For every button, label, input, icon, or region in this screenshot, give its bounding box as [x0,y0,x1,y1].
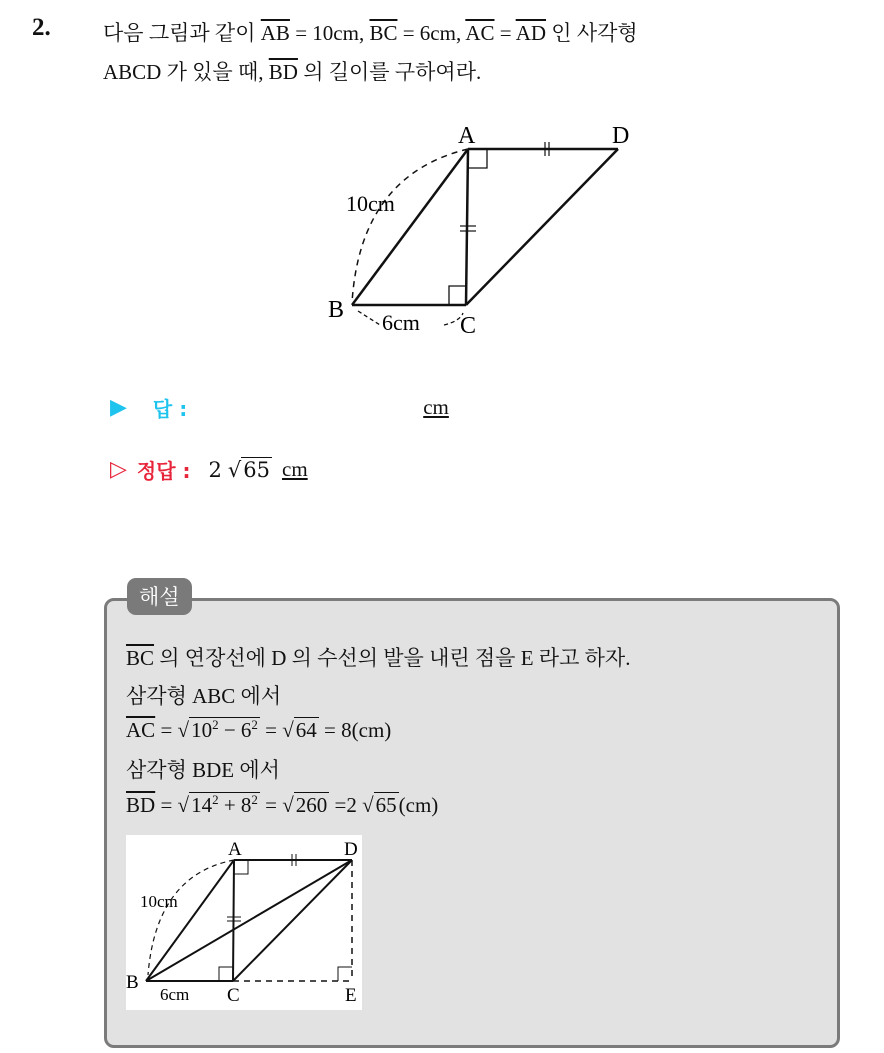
figure-1-diagram [320,115,650,345]
edge-bd-2 [146,860,352,981]
correct-coef: 2 [208,457,222,482]
correct-arrow-icon: ▷ [110,457,127,482]
label-c-2: C [227,985,240,1006]
question-line-1: 다음 그림과 같이 $\overline{AB} = 10cm$, $\overline{BC} = 6cm$, $\overline{AC} = \overline{AD}$ 인 사각형 [103,21,638,45]
correct-answer-row [110,455,308,484]
right-angle-c-2 [219,967,233,981]
solution-line-1: $\overline{BC}$ 의 연장선에 D 의 수선의 발을 내린 점을 E 라고 하자. [126,646,631,670]
length-ab: 10cm [346,191,395,216]
length-ab-2: 10cm [140,892,178,911]
figure-2-panel [126,835,362,1010]
right-angle-e-2 [338,967,352,981]
answer-unit: cm [423,395,449,419]
label-c: C [460,313,477,339]
label-b-2: B [126,972,139,993]
question-number: 2. [32,14,51,41]
figure-2-diagram [126,835,362,1010]
solution-line-4: 삼각형 BDE 에서 [126,758,280,782]
correct-sqrt: √65 [227,457,271,482]
length-bc: 6cm [382,310,420,335]
edge-ab-2 [146,860,234,981]
answer-label: 답 : [152,397,188,421]
solution-tag: 해설 [127,578,192,615]
correct-unit: cm [282,457,308,481]
label-a-2: A [228,839,242,860]
solution-line-2: 삼각형 ABC 에서 [126,684,282,708]
length-bc-2: 6cm [160,985,190,1004]
solution-line-5: $\overline{BD} = √14^2 + 8^2 = √260 =2$ √65(cm) [126,792,439,817]
edge-ab [352,149,468,305]
right-angle-a-2 [234,860,248,874]
answer-arrow-icon: ▶ [110,395,127,420]
right-angle-a [468,149,487,168]
label-b: B [328,297,345,323]
answer-row [110,393,449,422]
label-d-2: D [344,839,358,860]
edge-ac [466,149,468,305]
question-line-2: ABCD 가 있을 때, $\overline{BD}$ 의 길이를 구하여라. [103,60,482,84]
edge-cd [466,149,618,305]
label-d: D [612,123,630,149]
right-angle-c [449,286,466,305]
label-e-2: E [345,985,357,1006]
solution-line-3: $\overline{AC} = √10^2 - 6^2 = √64 = 8(cm)$ [126,717,392,742]
correct-label: 정답 : [136,459,191,483]
arc-bc [358,311,380,325]
label-a: A [458,123,476,149]
